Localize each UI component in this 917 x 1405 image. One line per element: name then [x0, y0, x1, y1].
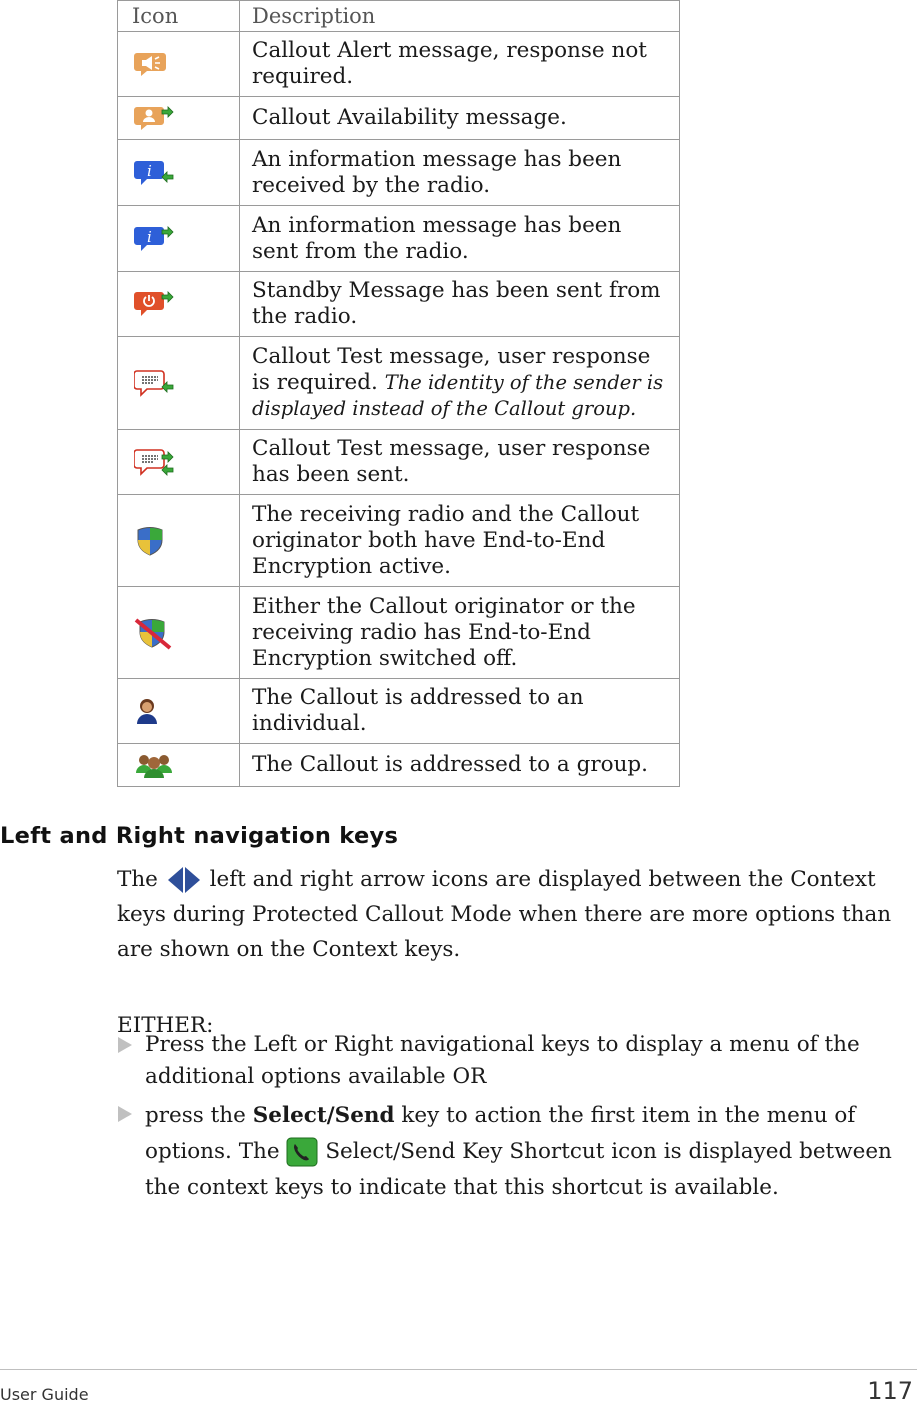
row-description: Callout Test message, user response is required. [252, 344, 651, 395]
icon-table [117, 0, 680, 787]
header-icon: Icon [118, 1, 240, 32]
table-row [118, 206, 680, 272]
encryption-active-icon [134, 525, 168, 557]
header-description: Description [240, 1, 680, 32]
row-description: Either the Callout originator or the receiving radio has End-to-End Encryption switched off. [240, 587, 680, 679]
group-icon [134, 751, 174, 779]
table-row [118, 744, 680, 787]
svg-text:i: i [147, 227, 152, 246]
bullet-triangle-icon [117, 1036, 133, 1054]
table-row [118, 32, 680, 97]
row-description: The receiving radio and the Callout originator both have End-to-End Encryption active. [240, 495, 680, 587]
encryption-off-icon [134, 616, 174, 650]
row-note: The identity of the sender is displayed instead of the Callout group. [252, 371, 664, 420]
footer-divider [0, 1369, 917, 1370]
row-description: The Callout is addressed to an individual. [240, 679, 680, 744]
row-description: Callout Availability message. [240, 97, 680, 140]
svg-text:i: i [147, 161, 152, 180]
page-number: 117 [867, 1377, 913, 1405]
callout-alert-icon [134, 50, 168, 78]
table-row [118, 97, 680, 140]
either-label: EITHER: [117, 1013, 214, 1038]
row-description: The Callout is addressed to a group. [240, 744, 680, 787]
table-row [118, 272, 680, 337]
table-row [118, 430, 680, 495]
phone-shortcut-icon [286, 1137, 318, 1167]
individual-icon [134, 696, 160, 726]
callout-availability-icon [134, 104, 174, 132]
row-description: Standby Message has been sent from the radio. [240, 272, 680, 337]
table-row [118, 679, 680, 744]
select-send-key-label: Select/Send [252, 1103, 395, 1128]
table-row [118, 495, 680, 587]
footer-label: User Guide [0, 1385, 89, 1404]
callout-test-received-icon [134, 368, 174, 398]
left-right-arrow-icon [165, 865, 203, 895]
row-description: An information message has been received by the radio. [240, 140, 680, 206]
list-item: press the Select/Send key to action the first item in the menu of options. The Select/Send Key Shortcut icon is displayed between the context keys to indicate that this shortcut is available. [117, 1098, 912, 1206]
info-sent-icon [134, 224, 174, 254]
intro-paragraph: The left and right arrow icons are displayed between the Context keys during Protected Callout Mode when there are more options than are shown on the Context keys. [117, 867, 892, 962]
list-item: Press the Left or Right navigational keys to display a menu of the additional options available OR [117, 1029, 877, 1093]
callout-test-sent-icon [134, 447, 174, 477]
row-description: Callout Test message, user response has been sent. [240, 430, 680, 495]
info-received-icon [134, 158, 174, 188]
row-description: Callout Alert message, response not required. [240, 32, 680, 97]
table-row [118, 587, 680, 679]
table-row [118, 140, 680, 206]
section-heading: Left and Right navigation keys [0, 823, 399, 849]
row-description: An information message has been sent from the radio. [240, 206, 680, 272]
bullet-triangle-icon [117, 1105, 133, 1123]
table-row [118, 337, 680, 430]
table-header-row [118, 1, 680, 32]
standby-sent-icon [134, 289, 174, 319]
